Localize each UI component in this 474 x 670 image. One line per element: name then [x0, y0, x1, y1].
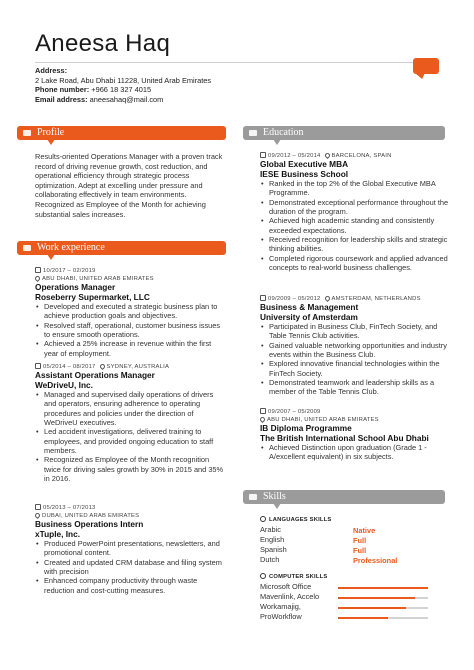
- job-bullet: • Resolved staff, operational, customer business issues to ensure smooth operations.: [35, 321, 227, 340]
- profile-icon: [23, 130, 31, 136]
- job-bullet: • Developed and executed a strategic business plan to achieve production goals and objectives.: [35, 302, 227, 321]
- edu-bullet: • Ranked in the top 2% of the Global Executive MBA Programme.: [260, 179, 450, 198]
- address-value: 2 Lake Road, Abu Dhabi 11228, United Arab Emirates: [35, 75, 212, 85]
- profile-text: Results-oriented Operations Manager with a proven track record of driving revenue growth, cost reduction, and operational efficiency through strategic process optimization. Adept at excelling under pressure and collaborating effectively in team environments. Recognized as Employee of the Month for achieving substantial sales increases.: [35, 152, 223, 219]
- calendar-icon: [260, 295, 266, 301]
- job-bullet: • Managed and supervised daily operations of drivers and operators, ensuring adherence to operating procedures and policies under the direction of WeDriveU executives.: [35, 390, 227, 427]
- language-level: Full: [353, 536, 367, 545]
- skill-bar-fill: [338, 587, 428, 589]
- job-title: Business Operations Intern: [35, 519, 144, 529]
- computer-skills-label: COMPUTER SKILLS: [269, 574, 328, 580]
- skill-bar: [338, 607, 428, 609]
- education-entry: [260, 408, 450, 462]
- location-pin-icon: [99, 363, 106, 370]
- email-label: Email address:: [35, 94, 88, 104]
- speech-bubble-icon: [413, 58, 439, 74]
- skills-heading-label: Skills: [263, 491, 286, 502]
- job-entry: [35, 504, 227, 595]
- education-entry: [260, 295, 450, 397]
- computer-skill-name: ProWorkflow: [260, 612, 302, 621]
- job-location: ABU DHABI, UNITED ARAB EMIRATES: [42, 276, 154, 282]
- skill-bar: [338, 597, 428, 599]
- job-bullet: • Achieved a 25% increase in revenue within the first year of employment.: [35, 339, 227, 358]
- calendar-icon: [35, 267, 41, 273]
- briefcase-icon: [23, 245, 31, 251]
- computer-skills-heading: [260, 573, 327, 580]
- computer-skill-name: Microsoft Office: [260, 582, 312, 591]
- skill-bar: [338, 617, 428, 619]
- location-pin-icon: [324, 295, 331, 302]
- job-dates: 05/2013 – 07/2013: [43, 505, 96, 511]
- edu-bullet: • Received recognition for leadership skills and strategic thinking abilities.: [260, 235, 450, 254]
- language-level: Professional: [353, 556, 398, 565]
- phone-value: +966 18 327 4015: [91, 85, 152, 95]
- job-location: SYDNEY, AUSTRALIA: [106, 364, 170, 370]
- work-heading: [17, 241, 226, 255]
- profile-heading-label: Profile: [37, 127, 65, 138]
- header-divider: [35, 62, 439, 63]
- skill-bar-fill: [338, 607, 406, 609]
- job-bullet: • Produced PowerPoint presentations, newsletters, and promotional content.: [35, 539, 227, 558]
- graduation-cap-icon: [249, 130, 257, 136]
- edu-location: ABU DHABI, UNITED ARAB EMIRATES: [267, 417, 379, 423]
- edu-location: BARCELONA, SPAIN: [331, 153, 392, 159]
- phone-label: Phone number:: [35, 85, 90, 95]
- job-dates: 05/2014 – 08/2017: [43, 364, 96, 370]
- edu-org: University of Amsterdam: [260, 311, 358, 322]
- edu-bullet: • Achieved high academic standing and consistently exceeded expectations.: [260, 216, 450, 235]
- calendar-icon: [35, 504, 41, 510]
- computer-skill-name: Workamajig,: [260, 602, 301, 611]
- language-level: Native: [353, 526, 376, 535]
- candidate-name: Aneesa Haq: [35, 30, 171, 57]
- skill-bar: [338, 587, 428, 589]
- calendar-icon: [260, 152, 266, 158]
- edu-location: AMSTERDAM, NETHERLANDS: [331, 296, 421, 302]
- language-level: Full: [353, 546, 367, 555]
- calendar-icon: [35, 363, 41, 369]
- edu-bullet: • Demonstrated exceptional performance throughout the duration of the program.: [260, 198, 450, 217]
- language-name: Spanish: [260, 545, 287, 554]
- edu-dates: 09/2007 – 05/2009: [268, 409, 321, 415]
- edu-bullet: • Demonstrated teamwork and leadership skills as a member of the Table Tennis Club.: [260, 378, 450, 397]
- skills-heading: [243, 490, 445, 504]
- edu-bullet: • Completed rigorous coursework and applied advanced concepts to real-world business challenges.: [260, 254, 450, 273]
- edu-title: Business & Management: [260, 302, 359, 312]
- calendar-icon: [260, 408, 266, 414]
- computer-skill-name: Mavenlink, Accelo: [260, 592, 320, 601]
- location-pin-icon: [34, 512, 41, 519]
- edu-bullet: • Explored innovative financial technologies within the FinTech Society.: [260, 359, 450, 378]
- contact-block: [35, 66, 211, 104]
- job-title: Operations Manager: [35, 282, 116, 292]
- edu-bullet: • Participated in Business Club, FinTech Society, and Table Tennis Club activities.: [260, 322, 450, 341]
- job-bullet: • Recognized as Employee of the Month recognition twice for driving sales growth by 30% in 2015 and 35% in 2016.: [35, 455, 227, 483]
- work-heading-label: Work experience: [37, 242, 105, 253]
- job-bullet: • Created and updated CRM database and filing system with precision: [35, 558, 227, 577]
- job-title: Assistant Operations Manager: [35, 370, 155, 380]
- edu-bullet: • Achieved Distinction upon graduation (Grade 1 - A/excellent equivalent) in six subjects.: [260, 443, 450, 462]
- address-label: Address:: [35, 66, 68, 75]
- location-pin-icon: [324, 152, 331, 159]
- job-org: xTuple, Inc.: [35, 528, 81, 539]
- job-entry: [35, 363, 227, 483]
- profile-heading: [17, 126, 226, 140]
- info-icon: [260, 516, 266, 522]
- education-entry: [260, 152, 450, 272]
- edu-title: Global Executive MBA: [260, 159, 349, 169]
- job-entry: [35, 267, 227, 358]
- skill-bar-fill: [338, 617, 388, 619]
- edu-org: The British International School Abu Dhabi: [260, 432, 429, 443]
- edu-dates: 09/2012 – 05/2014: [268, 153, 321, 159]
- edu-bullet: • Gained valuable networking opportunities and industry events within the Business Club.: [260, 341, 450, 360]
- job-org: Roseberry Supermarket, LLC: [35, 291, 150, 302]
- job-bullet: • Enhanced company productivity through waste reduction and cost-cutting measures.: [35, 576, 227, 595]
- education-heading-label: Education: [263, 127, 304, 138]
- flask-icon: [249, 494, 257, 500]
- language-name: English: [260, 535, 285, 544]
- languages-skills-label: LANGUAGES SKILLS: [269, 517, 332, 523]
- job-bullet: • Led accident investigations, delivered training to employees, and provided ongoing education to staff members.: [35, 427, 227, 455]
- email-value: aneesahaq@mail.com: [89, 94, 164, 104]
- edu-dates: 09/2009 – 05/2012: [268, 296, 321, 302]
- edu-title: IB Diploma Programme: [260, 423, 352, 433]
- location-pin-icon: [259, 416, 266, 423]
- location-pin-icon: [34, 275, 41, 282]
- job-location: DUBAI, UNITED ARAB EMIRATES: [42, 513, 140, 519]
- info-icon: [260, 573, 266, 579]
- job-org: WeDriveU, Inc.: [35, 379, 93, 390]
- edu-org: IESE Business School: [260, 168, 349, 179]
- language-name: Arabic: [260, 525, 281, 534]
- job-dates: 10/2017 – 02/2019: [43, 268, 96, 274]
- language-name: Dutch: [260, 555, 280, 564]
- education-heading: [243, 126, 445, 140]
- languages-skills-heading: [260, 516, 331, 523]
- skill-bar-fill: [338, 597, 415, 599]
